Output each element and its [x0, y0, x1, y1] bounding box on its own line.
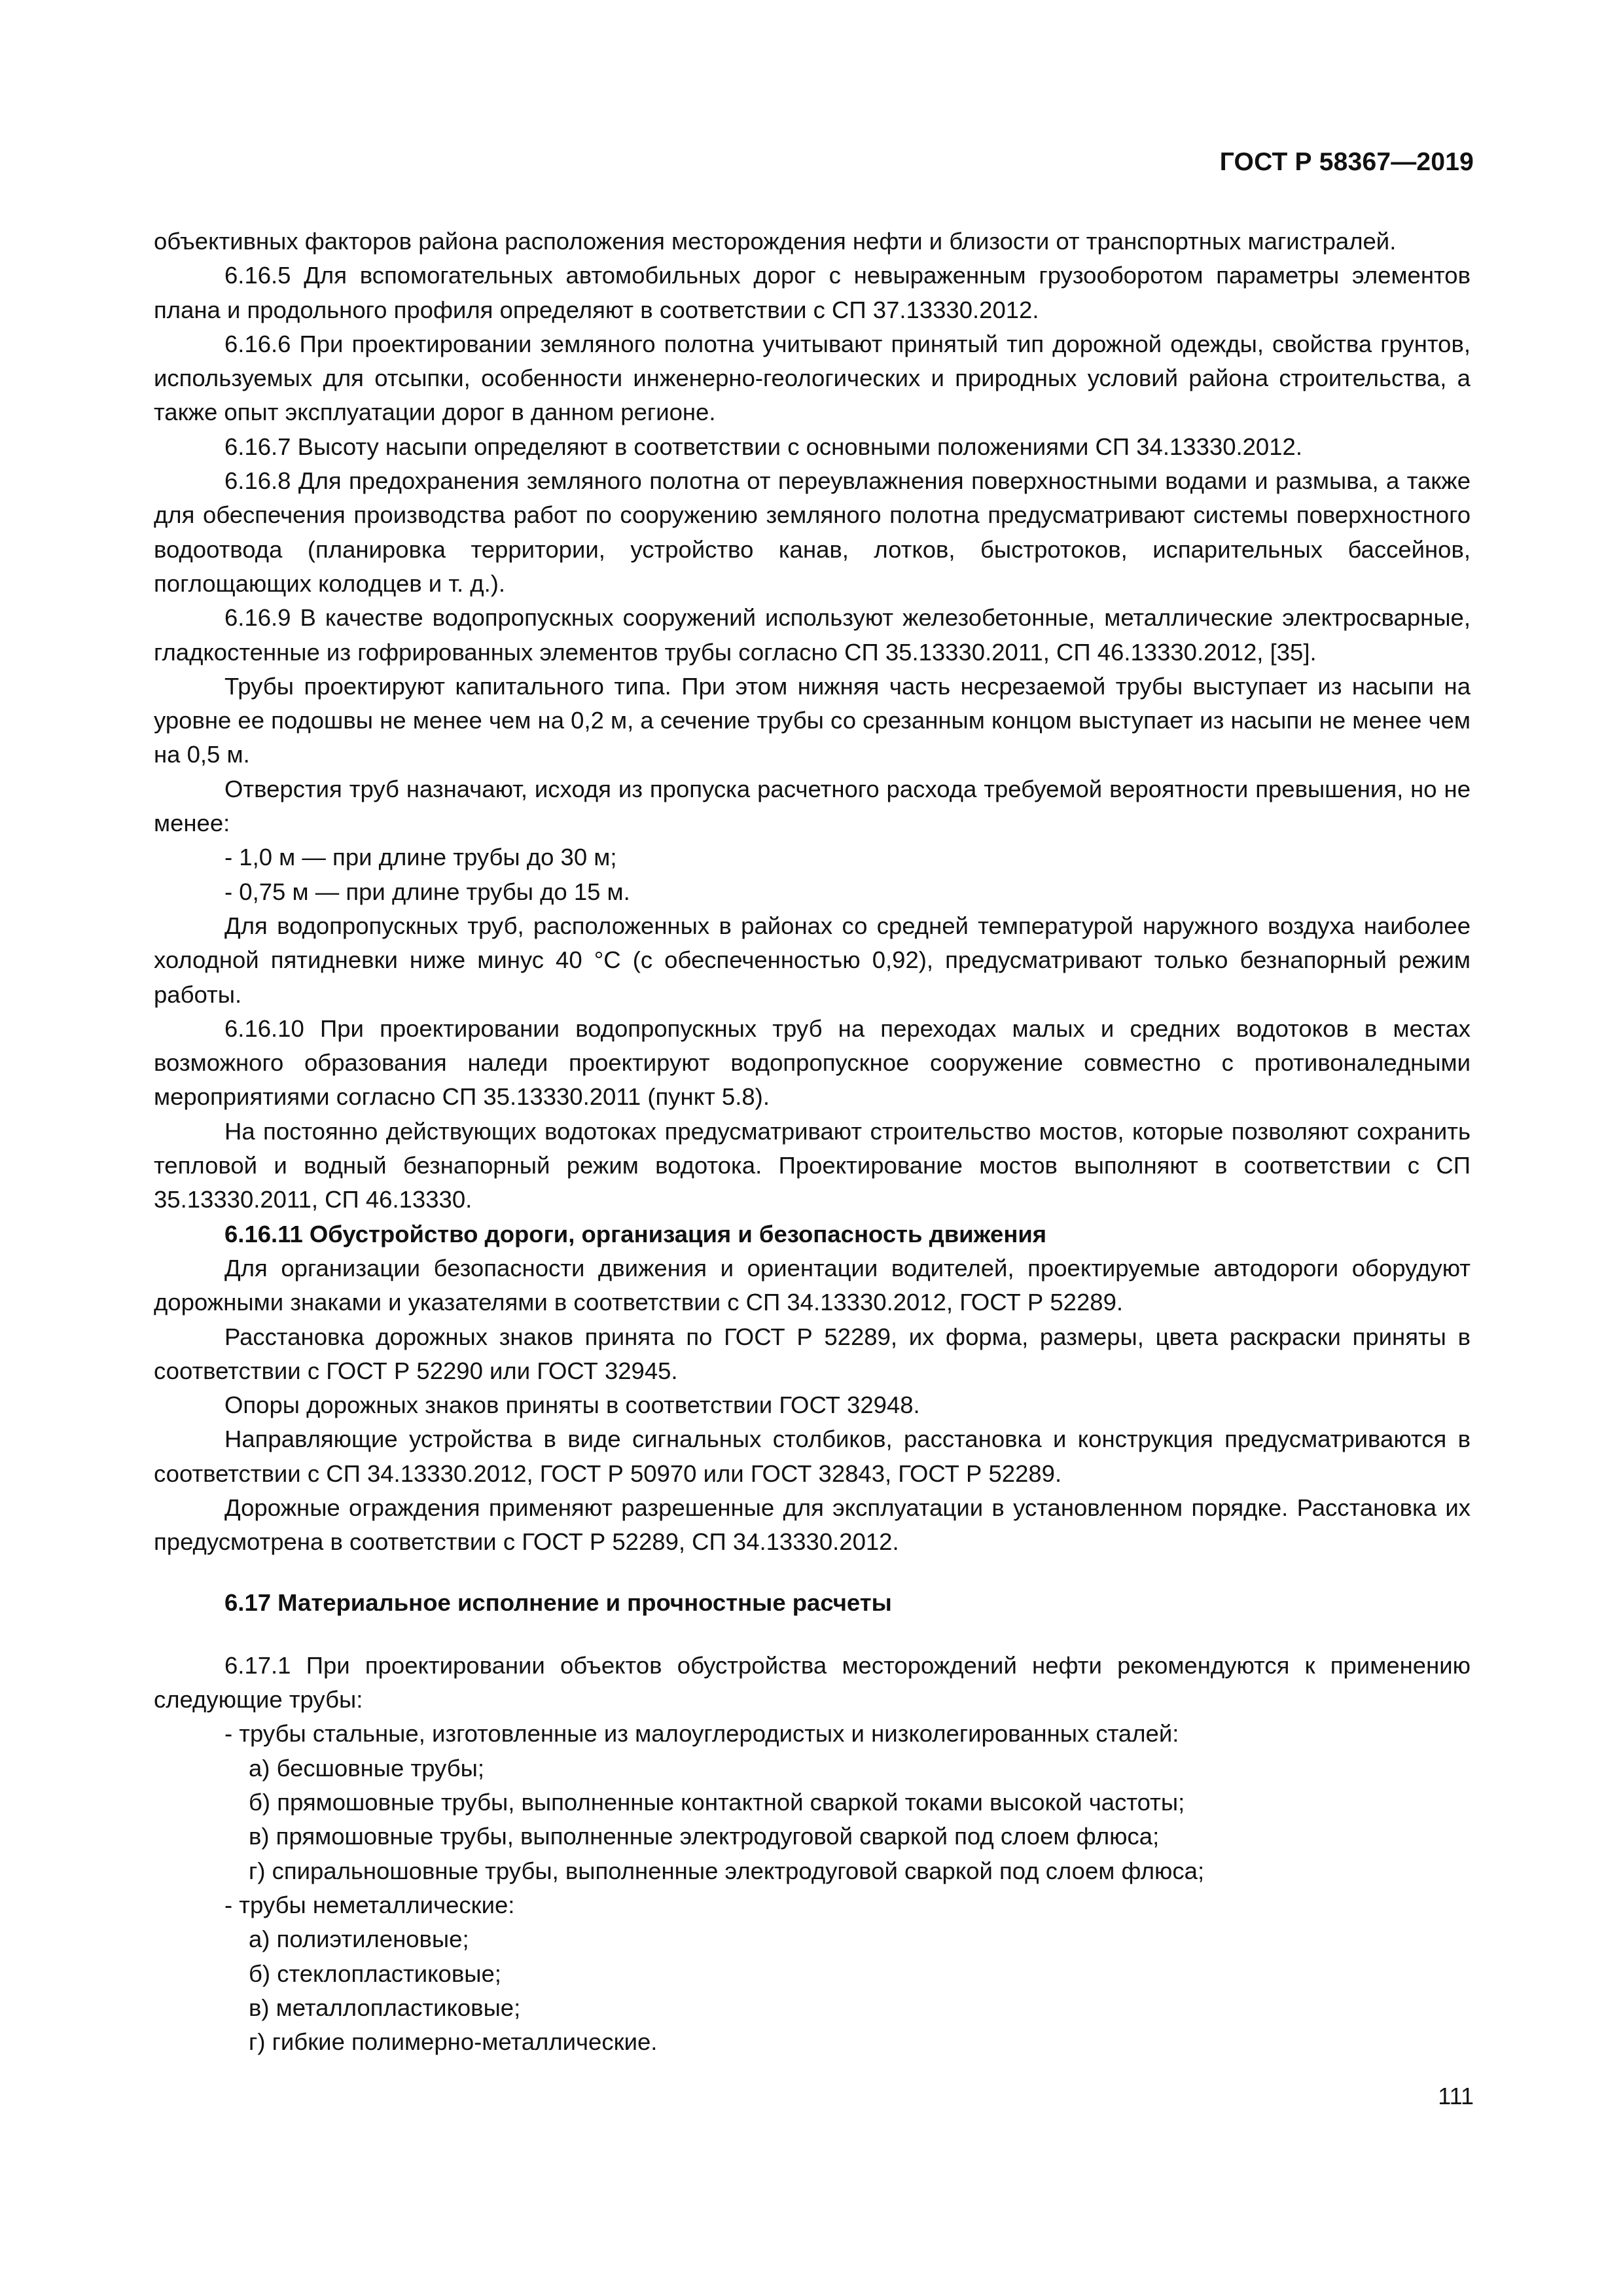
paragraph-6-16-6: 6.16.6 При проектировании земляного полотна учитывают принятый тип дорожной одежды, свойства грунтов, используемых для отсыпки, особенности инженерно-геологических и природных условий района строительства, а также опыт эксплуатации дорог в данном регионе. [154, 330, 1471, 426]
paragraph-6-16-10: 6.16.10 При проектировании водопропускных труб на переходах малых и средних водотоков в местах возможного образования наледи проектируют водопропускное сооружение совместно с противоналедными мероприятиями согласно СП 35.13330.2011 (пункт 5.8). [154, 1014, 1471, 1111]
list-item: а) бесшовные трубы; [249, 1754, 484, 1782]
paragraph-sign-placement: Расстановка дорожных знаков принята по ГОСТ Р 52289, их форма, размеры, цвета раскраски приняты в соответствии с ГОСТ Р 52290 или ГОСТ 32945. [154, 1323, 1471, 1384]
list-item: в) прямошовные трубы, выполненные электродуговой сваркой под слоем флюса; [249, 1823, 1160, 1850]
page-number: 111 [1438, 2083, 1474, 2109]
paragraph-pipes-design: Трубы проектируют капитального типа. При этом нижняя часть несрезаемой трубы выступает из насыпи на уровне ее подошвы не менее чем на 0,2 м, а сечение трубы со срезанным концом выступает из насыпи не менее чем на 0,5 м. [154, 672, 1471, 768]
list-item: г) гибкие полимерно-металлические. [249, 2028, 658, 2056]
list-item-nonmetal-pipes: - трубы неметаллические: [224, 1891, 515, 1918]
paragraph-sign-supports: Опоры дорожных знаков приняты в соответствии ГОСТ 32948. [224, 1391, 920, 1419]
list-item: а) полиэтиленовые; [249, 1926, 469, 1953]
paragraph-road-signs: Для организации безопасности движения и ориентации водителей, проектируемые автодороги оборудуют дорожными знаками и указателями в соответствии с СП 34.13330.2012, ГОСТ Р 52289. [154, 1254, 1471, 1316]
paragraph-cold-regions: Для водопропускных труб, расположенных в районах со средней температурой наружного воздуха наиболее холодной пятидневки ниже минус 40 °С (с обеспеченностью 0,92), предусматривают только безнапорный режим работы. [154, 912, 1471, 1008]
list-item: б) стеклопластиковые; [249, 1960, 501, 1987]
list-item-steel-pipes: - трубы стальные, изготовленные из малоуглеродистых и низколегированных сталей: [224, 1720, 1179, 1748]
paragraph-6-16-8: 6.16.8 Для предохранения земляного полотна от переувлажнения поверхностными водами и размыва, а также для обеспечения производства работ по сооружению земляного полотна предусматривают системы поверхностного водоотвода (планировка территории, устройство канав, лотков, быстротоков, испарительных бассейнов, поглощающих колодцев и т. д.). [154, 467, 1471, 597]
list-item: - 1,0 м — при длине трубы до 30 м; [224, 844, 617, 871]
document-code-header: ГОСТ Р 58367—2019 [1219, 148, 1474, 176]
document-body [154, 224, 1471, 2059]
paragraph-6-17-1: 6.17.1 При проектировании объектов обустройства месторождений нефти рекомендуются к применению следующие трубы: [154, 1651, 1471, 1713]
paragraph-6-16-5: 6.16.5 Для вспомогательных автомобильных дорог с невыраженным грузооборотом параметры элементов плана и продольного профиля определяют в соответствии с СП 37.13330.2012. [154, 262, 1471, 323]
list-item: в) металлопластиковые; [249, 1994, 521, 2021]
section-heading-6-17: 6.17 Материальное исполнение и прочностные расчеты [224, 1588, 892, 1616]
subsection-heading-6-16-11: 6.16.11 Обустройство дороги, организация и безопасность движения [224, 1220, 1047, 1247]
list-item: - 0,75 м — при длине трубы до 15 м. [224, 878, 630, 905]
paragraph-6-16-9: 6.16.9 В качестве водопропускных сооружений используют железобетонные, металлические электросварные, гладкостенные из гофрированных элементов трубы согласно СП 35.13330.2011, СП 46.13330.2012, [35]. [154, 604, 1471, 666]
paragraph-bridges: На постоянно действующих водотоках предусматривают строительство мостов, которые позволяют сохранить тепловой и водный безнапорный режим водотока. Проектирование мостов выполняют в соответствии с СП 35.13330.2011, СП 46.13330. [154, 1117, 1471, 1213]
paragraph-pipe-openings: Отверстия труб назначают, исходя из пропуска расчетного расхода требуемой вероятности превышения, но не менее: [154, 775, 1471, 837]
paragraph-6-16-7: 6.16.7 Высоту насыпи определяют в соответствии с основными положениями СП 34.13330.2012. [224, 433, 1302, 460]
paragraph-road-barriers: Дорожные ограждения применяют разрешенные для эксплуатации в установленном порядке. Расстановка их предусмотрена в соответствии с ГОСТ Р 52289, СП 34.13330.2012. [154, 1494, 1471, 1556]
paragraph-continuation: объективных факторов района расположения месторождения нефти и близости от транспортных магистралей. [154, 228, 1397, 255]
list-item: г) спиральношовные трубы, выполненные электродуговой сваркой под слоем флюса; [249, 1857, 1205, 1884]
list-item: б) прямошовные трубы, выполненные контактной сваркой токами высокой частоты; [249, 1789, 1185, 1816]
paragraph-guide-devices: Направляющие устройства в виде сигнальных столбиков, расстановка и конструкция предусматриваются в соответствии с СП 34.13330.2012, ГОСТ Р 50970 или ГОСТ 32843, ГОСТ Р 52289. [154, 1426, 1471, 1487]
